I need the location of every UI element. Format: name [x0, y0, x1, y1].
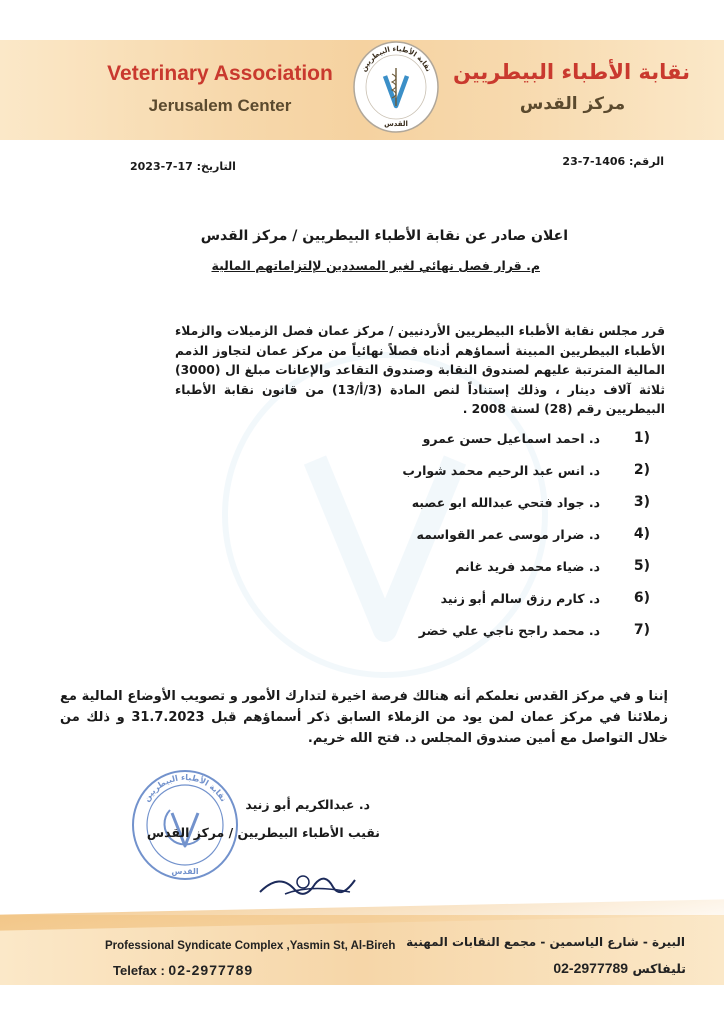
- header-en-subtitle: Jerusalem Center: [148, 96, 292, 115]
- closing-paragraph: إننا و في مركز القدس نعلمكم أنه هنالك فرصة اخيرة لتدارك الأمور و تصويب الأوضاع المالية مع زملائنا في مركز عمان لمن يود من الزملاء السابق ذكر أسماؤهم قبل 31.7.2023 و ذلك من خلال التواصل مع أمين صندوق المجلس د. فتح الله خريم.: [60, 689, 668, 746]
- announcement-title: اعلان صادر عن نقابة الأطباء البيطريين / مركز القدس: [200, 228, 568, 244]
- footer-ar-telefax: [488, 960, 686, 976]
- list-item: [380, 518, 650, 550]
- member-name: د. محمد راجح ناجي علي خضر: [418, 622, 600, 638]
- association-logo: [352, 40, 440, 135]
- stamp-bottom-text: القدس: [171, 867, 199, 876]
- signer-name: د. عبدالكريم أبو زنيد: [245, 797, 370, 812]
- logo-bottom-text: القدس: [384, 120, 408, 128]
- handwritten-signature: [255, 862, 365, 907]
- footer-ar-address: البيرة - شارع الياسمين - مجمع النقابات المهنية: [406, 935, 685, 949]
- member-name: د. ضرار موسى عمر القواسمه: [416, 526, 600, 542]
- ref-value: 1406-7-23: [562, 155, 626, 168]
- header-en-title: Veterinary Association: [107, 62, 333, 85]
- item-number: 5): [633, 558, 650, 574]
- footer-en-address: Professional Syndicate Complex ,Yasmin St, Al-Bireh: [105, 940, 396, 952]
- letter-subject: م. قرار فصل نهائي لغير المسددين لإلتزاماتهم المالية: [211, 258, 540, 273]
- reference-number: [562, 155, 664, 168]
- item-number: 4): [633, 526, 650, 542]
- list-item: [380, 454, 650, 486]
- header-ar-title: نقابة الأطباء البيطريين: [452, 60, 690, 84]
- member-name: د. ضياء محمد فريد غانم: [455, 558, 600, 574]
- ref-label: الرقم:: [629, 155, 664, 168]
- list-item: [380, 614, 650, 646]
- member-name: د. احمد اسماعيل حسن عمرو: [422, 430, 600, 446]
- stamp-ring-text: نقابة الأطباء البيطريين: [141, 772, 229, 804]
- ar-tel-label: تليفاكس: [632, 961, 686, 976]
- names-list: [380, 422, 650, 646]
- list-item: [380, 582, 650, 614]
- date-label: التاريخ:: [196, 160, 236, 173]
- member-name: د. كارم رزق سالم أبو زنيد: [440, 590, 600, 606]
- item-number: 3): [633, 494, 650, 510]
- item-number: 1): [633, 430, 650, 446]
- ar-tel-value: 02-2977789: [553, 960, 629, 976]
- logo-ring-text: نقابة الأطباء البيطريين: [359, 44, 433, 73]
- header-ar-subtitle: مركز القدس: [519, 94, 626, 114]
- en-tel-value: 02-2977789: [168, 962, 254, 978]
- list-item: [380, 486, 650, 518]
- en-tel-label: Telefax :: [113, 963, 165, 978]
- item-number: 2): [633, 462, 650, 478]
- signer-title: نقيب الأطباء البيطريين / مركز القدس: [146, 825, 380, 840]
- item-number: 7): [633, 622, 650, 638]
- item-number: 6): [633, 590, 650, 606]
- svg-text:نقابة الأطباء البيطريين: [142, 773, 228, 803]
- letter-body: قرر مجلس نقابة الأطباء البيطريين الأردنيين / مركز عمان فصل الزميلات والزملاء الأطباء البيطريين المبينة أسماؤهم أدناه فصلاً نهائياً من مركز عمان لتجاوز الذمم المالية المترتبة عليهم لصندوق النقابة وصندوق التقاعد والإعانات مبلغ ال (3000) ثلاثة آلاف دينار ، وذلك إستناداً لنص المادة (3/أ/13) من قانون نقابة الأطباء البيطريين رقم (28) لسنة 2008 .: [175, 324, 665, 416]
- member-name: د. جواد فتحي عبدالله ابو عصبه: [411, 494, 600, 510]
- list-item: [380, 550, 650, 582]
- letter-date: [130, 160, 236, 173]
- date-value: 17-7-2023: [130, 160, 193, 173]
- footer-en-telefax: [113, 962, 253, 978]
- list-item: [380, 422, 650, 454]
- member-name: د. انس عبد الرحيم محمد شوارب: [402, 462, 600, 478]
